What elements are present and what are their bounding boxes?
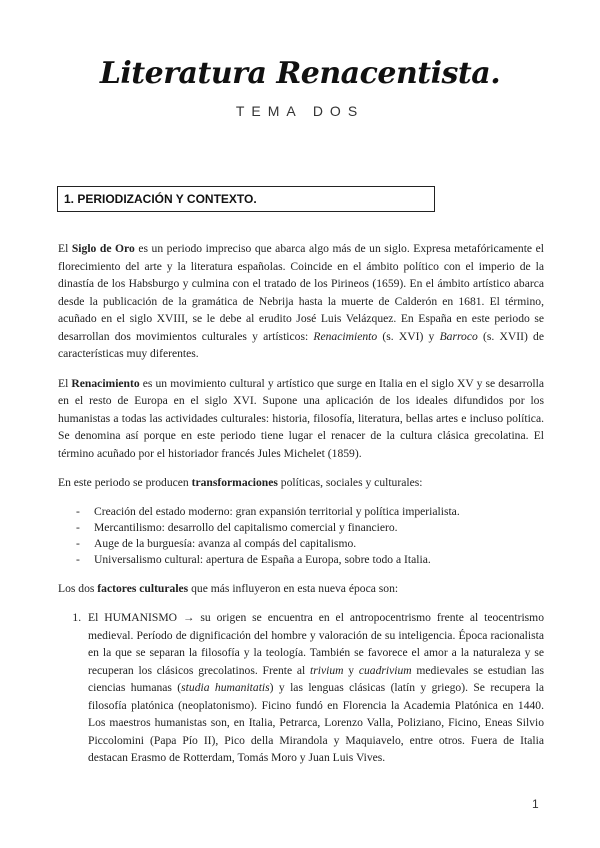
list-item-humanismo bbox=[84, 609, 544, 767]
term-trivium: trivium bbox=[310, 663, 344, 677]
term-cuadrivium: cuadrivium bbox=[358, 663, 412, 677]
text-run: es un periodo impreciso que abarca algo más de un siglo. Expresa metafóricamente el florecimiento del arte y la literatura españolas. Coincide en el ámbito político con el imperio de la dinastía de los Habsburgo y culmina con el tratado de los Pirineos (1659). En el ámbito artístico abarca desde la publicación de la gramática de Nebrija hasta la muerte de Calderón en 1681. El término, acuñado en el siglo XVIII, se le debe al erudito José Luis Velázquez. En España en este periodo se desarrollan dos movimientos culturales y artísticos: bbox=[58, 242, 544, 343]
document-body bbox=[58, 240, 544, 767]
text-run: y bbox=[343, 663, 359, 677]
text-run: (s. XVI) y bbox=[377, 329, 440, 343]
section-heading-box bbox=[57, 186, 435, 212]
paragraph-transformaciones bbox=[58, 474, 544, 492]
text-run: El bbox=[58, 242, 72, 255]
page-number: 1 bbox=[532, 797, 539, 811]
term-factores-culturales: factores culturales bbox=[97, 581, 189, 595]
section-heading: 1. PERIODIZACIÓN Y CONTEXTO. bbox=[64, 192, 257, 206]
text-run: es un movimiento cultural y artístico que surge en Italia en el siglo XV y se desarrolla en el resto de Europa en el siglo XVI. Supone una aplicación de los ideales difundidos por los humanistas a todas las actividades culturales: historia, filosofía, literatura, bellas artes e incluso política. Se denomina así porque en este periodo tiene lugar el renacer de la cultura clásica grecolatina. El término acuñado por el historiador francés Jules Michelet (1859). bbox=[58, 376, 544, 460]
document-subtitle: TEMA DOS bbox=[235, 103, 365, 119]
term-renacimiento: Renacimiento bbox=[313, 329, 378, 343]
list-item: - Mercantilismo: desarrollo del capitalismo comercial y financiero. bbox=[76, 520, 544, 536]
transformations-list bbox=[58, 504, 544, 568]
text-run: medievales se estudian las ciencias humanas ( bbox=[88, 663, 544, 694]
text-run: ) y las lenguas clásicas (latín y griego). Se recupera la filosofía platónica (neoplatonismo). Ficino fundó en Florencia la Academia Platónica en 1440. Los maestros humanistas son, en Italia, Petrarca, Lorenzo Valla, Poliziano, Ficino, Eneas Silvio Piccolomini (Papa Pío II), Pico della Mirandola y Maquiavelo, entre otros. Fuera de Italia destacan Erasmo de Rotterdam, Tomás Moro y Juan Luis Vives. bbox=[88, 681, 544, 764]
term-transformaciones: transformaciones bbox=[191, 476, 278, 489]
document-title: Literatura Renacentista. bbox=[99, 56, 501, 91]
text-run: El bbox=[58, 376, 72, 390]
term-studia-humanitatis: studia humanitatis bbox=[181, 681, 270, 694]
text-run: El HUMANISMO → su origen se encuentra en el antropocentrismo frente al teocentrismo medieval. Período de dignificación del hombre y valoración de su inteligencia. Época racionalista en la que se separan la filosofía y la teología. También se favorece el amor a la naturaleza y se recuperan los clásicos grecolatinos. Frente al bbox=[88, 611, 544, 677]
paragraph-siglo-de-oro bbox=[58, 240, 544, 363]
term-renacimiento: Renacimiento bbox=[71, 376, 140, 390]
list-item: - Creación del estado moderno: gran expansión territorial y política imperialista. bbox=[76, 504, 544, 520]
text-run: En este periodo se producen bbox=[58, 476, 192, 489]
factors-list bbox=[58, 609, 544, 767]
paragraph-factores bbox=[58, 580, 544, 598]
term-siglo-de-oro: Siglo de Oro bbox=[71, 242, 135, 255]
term-barroco: Barroco bbox=[439, 329, 478, 343]
text-run: políticas, sociales y culturales: bbox=[277, 476, 423, 489]
list-item: - Universalismo cultural: apertura de España a Europa, sobre todo a Italia. bbox=[76, 552, 544, 568]
paragraph-renacimiento bbox=[58, 375, 544, 463]
text-run: (s. XVII) de características muy diferentes. bbox=[58, 329, 544, 360]
text-run: que más influyeron en esta nueva época son: bbox=[188, 581, 399, 595]
list-item: - Auge de la burguesía: avanza al compás del capitalismo. bbox=[76, 536, 544, 552]
text-run: Los dos bbox=[58, 581, 98, 595]
